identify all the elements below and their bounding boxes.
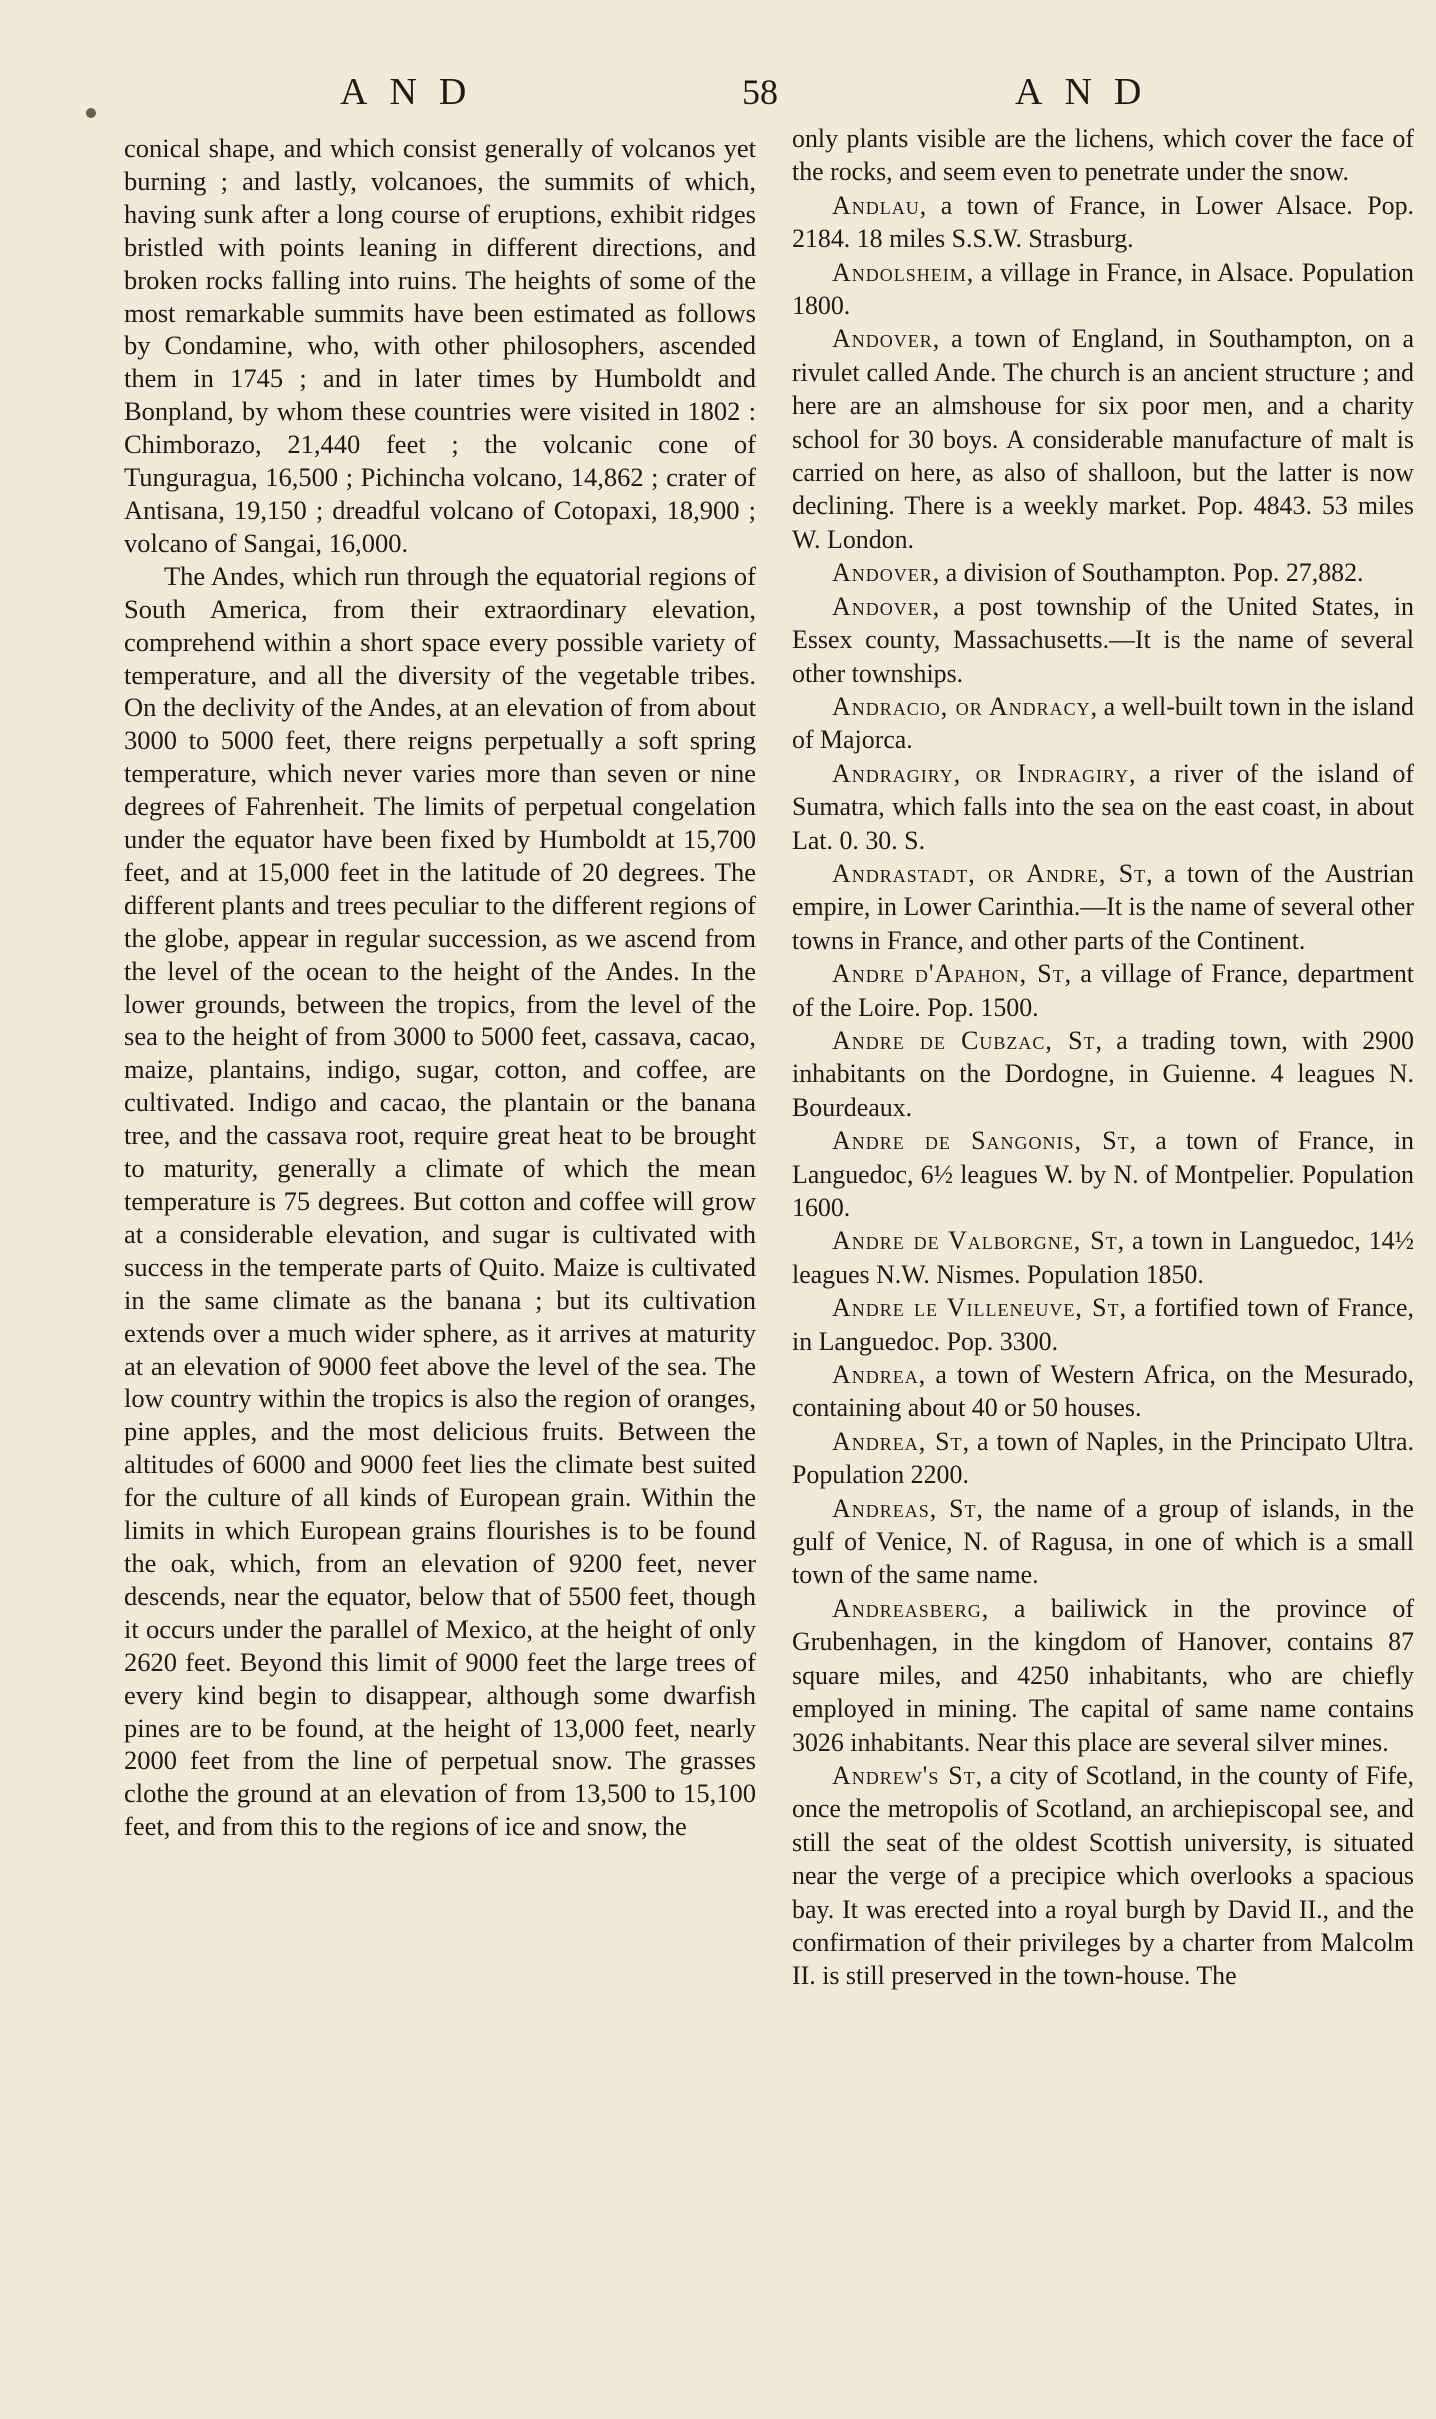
- entry-text: , a town of France, in Languedoc, 6½ leagues W. by N. of Montpelier. Population 1600.: [792, 1126, 1415, 1222]
- entry-headword: Andover: [832, 558, 933, 588]
- entry-text: , the name of a group of islands, in the gulf of Venice, N. of Ragusa, in one of which is a small town of the same name.: [792, 1493, 1414, 1590]
- entry-headword: Andre d'Apahon, St: [832, 959, 1065, 989]
- entry-headword: Andreasberg: [832, 1593, 982, 1623]
- entry-headword: Andover: [832, 591, 933, 621]
- right-column: [792, 122, 1414, 1993]
- entry-headword: Andracio, or Andracy: [832, 691, 1091, 721]
- gazetteer-entry: [792, 1492, 1414, 1592]
- running-head-left: AND: [340, 71, 489, 113]
- entry-text: , a fortified town of France, in Languedoc. Pop. 3300.: [792, 1293, 1414, 1356]
- gazetteer-entry: [792, 1224, 1414, 1291]
- entry-headword: Andreas, St: [832, 1493, 977, 1523]
- entry-headword: Andrastadt, or Andre, St: [832, 858, 1147, 888]
- page-number: 58: [742, 72, 778, 112]
- gazetteer-entries: [792, 189, 1414, 1993]
- entry-text: , a village in France, in Alsace. Population 1800.: [792, 257, 1414, 321]
- gazetteer-entry: [792, 322, 1414, 556]
- gazetteer-entry: [792, 1358, 1414, 1425]
- entry-headword: Andre de Cubzac, St: [832, 1025, 1096, 1055]
- entry-text: , a village of France, department of the Loire. Pop. 1500.: [792, 959, 1414, 1022]
- entry-headword: Andragiry, or Indragiry: [832, 758, 1129, 788]
- gazetteer-entry: [792, 857, 1414, 957]
- gazetteer-entry: [792, 256, 1414, 323]
- paragraph-continued: conical shape, and which consist generally of volcanos yet burning ; and lastly, volcanoes, the summits of which, having sunk after a long course of eruptions, exhibit ridges bristled with points leaning in different directions, and broken rocks falling into ruins. The heights of some of the most remarkable summits have been estimated as follows by Condamine, who, with other philosophers, ascended them in 1745 ; and in later times by Humboldt and Bonpland, by whom these countries were visited in 1802 : Chimborazo, 21,440 feet ; the volcanic cone of Tunguragua, 16,500 ; Pichincha volcano, 14,862 ; crater of Antisana, 19,150 ; dreadful volcano of Cotopaxi, 18,900 ; volcano of Sangai, 16,000.: [124, 133, 756, 558]
- left-column: [124, 132, 756, 1843]
- entry-headword: Andover: [832, 324, 933, 354]
- entry-text: , a town in Languedoc, 14½ leagues N.W. Nismes. Population 1850.: [792, 1226, 1414, 1289]
- gazetteer-entry: [792, 1291, 1414, 1358]
- entry-headword: Andre de Sangonis, St: [832, 1126, 1130, 1156]
- entry-text: , a town of Naples, in the Principato Ultra. Population 2200.: [792, 1426, 1414, 1490]
- gazetteer-entry: [792, 957, 1414, 1024]
- gazetteer-entry: [792, 1024, 1414, 1124]
- entry-text: , a river of the island of Sumatra, which falls into the sea on the east coast, in about Lat. 0. 30. S.: [792, 758, 1414, 855]
- gazetteer-entry: [792, 590, 1414, 690]
- entry-text: , a town of England, in Southampton, on a rivulet called Ande. The church is an ancient structure ; and here are an almshouse for six poor men, and a charity school for 30 boys. A considerable manufacture of malt is carried on here, as also of shalloon, but the latter is now declining. There is a weekly market. Pop. 4843. 53 miles W. London.: [792, 324, 1414, 554]
- entry-text: , a well-built town in the island of Majorca.: [792, 691, 1414, 755]
- ink-spot: [86, 108, 96, 118]
- entry-text: , a town of the Austrian empire, in Lower Carinthia.—It is the name of several other towns in France, and other parts of the Continent.: [792, 858, 1414, 955]
- entry-text: , a post township of the United States, in Essex county, Massachusetts.—It is the name of several other townships.: [792, 591, 1414, 688]
- gazetteer-entry: [792, 1124, 1414, 1224]
- gazetteer-entry: [792, 757, 1414, 857]
- gazetteer-entry: [792, 556, 1414, 589]
- entry-headword: Andre de Valborgne, St: [832, 1226, 1118, 1256]
- entry-text: , a division of Southampton. Pop. 27,882.: [932, 558, 1364, 588]
- gazetteer-entry: [792, 690, 1414, 757]
- entry-text: , a town of France, in Lower Alsace. Pop. 2184. 18 miles S.S.W. Strasburg.: [792, 190, 1414, 254]
- entry-headword: Andolsheim: [832, 257, 967, 287]
- gazetteer-entry: [792, 1759, 1414, 1993]
- paragraph-andes: The Andes, which run through the equatorial regions of South America, from their extraordinary elevation, comprehend within a short space every possible variety of temperature, and all the diversity of the vegetable tribes. On the declivity of the Andes, at an elevation of from about 3000 to 5000 feet, there reigns perpetually a soft spring temperature, which never varies more than seven or nine degrees of Fahrenheit. The limits of perpetual congelation under the equator have been fixed by Humboldt at 15,700 feet, and at 15,000 feet in the latitude of 20 degrees. The different plants and trees peculiar to the different regions of the globe, appear in regular succession, as we ascend from the level of the ocean to the height of the Andes. In the lower grounds, between the tropics, from the level of the sea to the height of from 3000 to 5000 feet, cassava, cacao, maize, plantains, indigo, sugar, cotton, and coffee, are cultivated. Indigo and cacao, the plantain or the banana tree, and the cassava root, require great heat to be brought to maturity, generally a climate of which the mean temperature is 75 degrees. But cotton and coffee will grow at a considerable elevation, and sugar is cultivated with success in the temperate parts of Quito. Maize is cultivated in the same climate as the banana ; but its cultivation extends over a much wider sphere, as it arrives at maturity at an elevation of 9000 feet above the level of the sea. The low country within the tropics is also the region of oranges, pine apples, and the most delicious fruits. Between the altitudes of 6000 and 9000 feet lies the climate best suited for the culture of all kinds of European grain. Within the limits in which European grains flourishes is to be found the oak, which, from an elevation of 9200 feet, never descends, near the equator, below that of 5500 feet, though it occurs under the parallel of Mexico, at the height of only 2620 feet. Beyond this limit of 9000 feet the large trees of every kind begin to disappear, although some dwarfish pines are to be found, at the height of 13,000 feet, nearly 2000 feet from the line of perpetual snow. The grasses clothe the ground at an elevation of from 13,500 to 15,100 feet, and from this to the regions of ice and snow, the: [124, 560, 756, 1842]
- entry-headword: Andrew's St: [832, 1760, 976, 1790]
- entry-text: , a bailiwick in the province of Grubenhagen, in the kingdom of Hanover, contains 87 square miles, and 4250 inhabitants, who are chiefly employed in mining. The capital of same name contains 3026 inhabitants. Near this place are several silver mines.: [792, 1593, 1414, 1757]
- entry-headword: Andlau: [832, 190, 920, 220]
- paragraph-continued-right: only plants visible are the lichens, which cover the face of the rocks, and seem even to penetrate under the snow.: [792, 124, 1414, 187]
- gazetteer-entry: [792, 1425, 1414, 1492]
- gazetteer-entry: [792, 1592, 1414, 1759]
- entry-text: , a city of Scotland, in the county of Fife, once the metropolis of Scotland, an archiepiscopal see, and still the seat of the oldest Scottish university, is situated near the verge of a precipice which overlooks a spacious bay. It was erected into a royal burgh by David II., and the confirmation of their privileges by a charter from Malcolm II. is still preserved in the town-house. The: [792, 1760, 1414, 1991]
- gazetteer-entry: [792, 189, 1414, 256]
- entry-headword: Andre le Villeneuve, St: [832, 1293, 1120, 1323]
- entry-headword: Andrea, St: [832, 1426, 963, 1456]
- entry-text: , a town of Western Africa, on the Mesurado, containing about 40 or 50 houses.: [792, 1360, 1414, 1423]
- entry-headword: Andrea: [832, 1360, 919, 1390]
- running-head-right: AND: [1015, 71, 1164, 113]
- entry-text: , a trading town, with 2900 inhabitants on the Dordogne, in Guienne. 4 leagues N. Bourdeaux.: [792, 1025, 1415, 1122]
